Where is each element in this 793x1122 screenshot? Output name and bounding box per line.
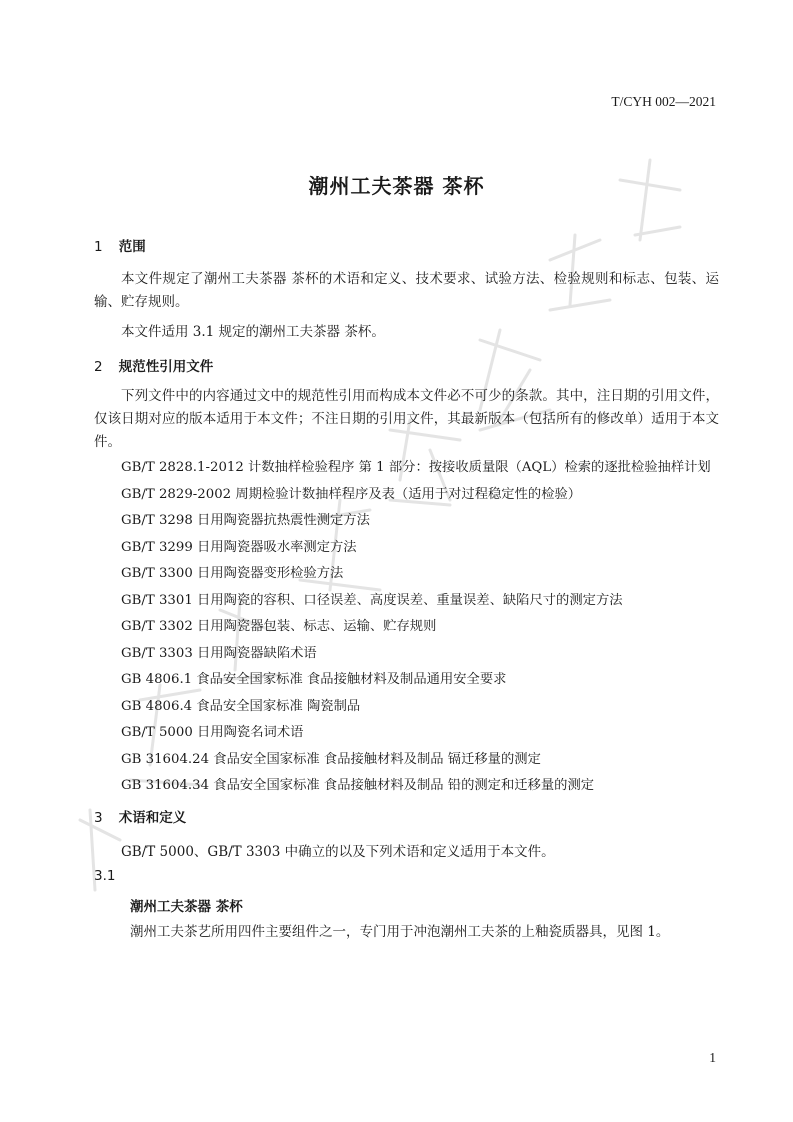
reference-item: GB/T 3300 日用陶瓷器变形检验方法 [121, 566, 344, 581]
section-number: 1 [94, 239, 103, 255]
reference-item: GB 4806.1 食品安全国家标准 食品接触材料及制品通用安全要求 [121, 672, 507, 687]
section-heading-terms [94, 806, 186, 826]
term-definition: 潮州工夫茶艺所用四件主要组件之一，专门用于冲泡潮州工夫茶的上釉瓷质器具，见图 1。 [130, 924, 670, 940]
section-title: 术语和定义 [118, 810, 187, 826]
section-heading-scope [94, 235, 146, 255]
reference-item: GB/T 3302 日用陶瓷器包装、标志、运输、贮存规则 [121, 619, 437, 634]
section-number: 3 [94, 810, 103, 826]
section-title: 规范性引用文件 [118, 359, 214, 375]
reference-item: GB/T 2828.1-2012 计数抽样检验程序 第 1 部分：按接收质量限（AQL）检索的逐批检验抽样计划 [121, 460, 711, 475]
scope-paragraph-1: 本文件规定了潮州工夫茶器 茶杯的术语和定义、技术要求、试验方法、检验规则和标志、包装、运输、贮存规则。 [94, 271, 719, 310]
section-heading-references [94, 355, 213, 375]
reference-item: GB/T 3301 日用陶瓷的容积、口径误差、高度误差、重量误差、缺陷尺寸的测定方法 [121, 593, 623, 608]
references-intro: 下列文件中的内容通过文中的规范性引用而构成本文件必不可少的条款。其中，注日期的引用文件，仅该日期对应的版本适用于本文件；不注日期的引用文件，其最新版本（包括所有的修改单）适用于本文件。 [94, 388, 719, 450]
document-title: 潮州工夫茶器 茶杯 [308, 174, 485, 198]
page-number: 1 [709, 1050, 716, 1065]
reference-item: GB 4806.4 食品安全国家标准 陶瓷制品 [121, 699, 361, 714]
reference-item: GB/T 2829-2002 周期检验计数抽样程序及表（适用于对过程稳定性的检验） [121, 487, 582, 502]
term-name: 潮州工夫茶器 茶杯 [130, 899, 243, 915]
reference-item: GB/T 5000 日用陶瓷名词术语 [121, 725, 304, 740]
reference-item: GB/T 3303 日用陶瓷器缺陷术语 [121, 646, 317, 661]
terms-intro: GB/T 5000、GB/T 3303 中确立的以及下列术语和定义适用于本文件。 [121, 844, 555, 860]
scope-paragraph-2: 本文件适用 3.1 规定的潮州工夫茶器 茶杯。 [121, 324, 385, 340]
section-title: 范围 [118, 239, 146, 255]
reference-item: GB 31604.34 食品安全国家标准 食品接触材料及制品 铅的测定和迁移量的测定 [121, 778, 595, 793]
term-number: 3.1 [94, 868, 116, 884]
reference-item: GB/T 3298 日用陶瓷器抗热震性测定方法 [121, 513, 370, 528]
reference-item: GB/T 3299 日用陶瓷器吸水率测定方法 [121, 540, 357, 555]
section-number: 2 [94, 359, 103, 375]
standard-code: T/CYH 002—2021 [611, 94, 716, 109]
reference-item: GB 31604.24 食品安全国家标准 食品接触材料及制品 镉迁移量的测定 [121, 752, 541, 767]
